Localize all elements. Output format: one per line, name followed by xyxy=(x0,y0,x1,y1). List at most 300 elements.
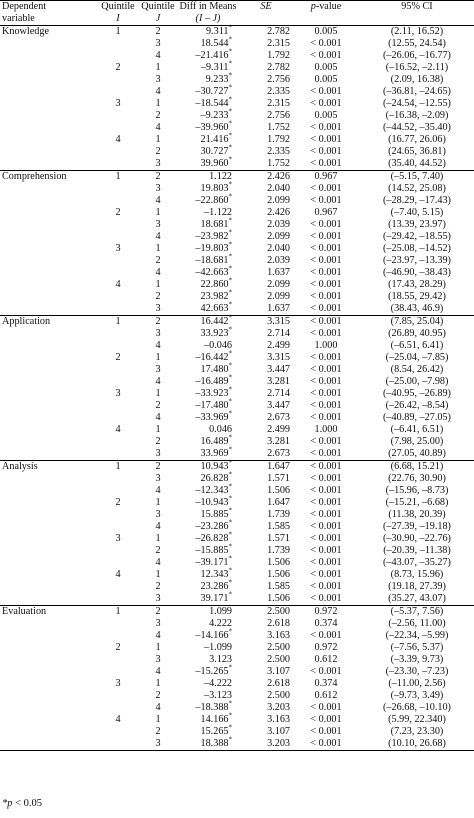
dependent-variable-cell xyxy=(0,400,98,412)
ci-cell: (–22.34, –5.99) xyxy=(385,630,449,641)
ci-cell: (24.65, 36.81) xyxy=(388,146,446,157)
quintile-j-cell: 2 xyxy=(155,581,161,592)
quintile-i-cell xyxy=(98,521,138,533)
p-value-cell: < 0.001 xyxy=(310,219,342,230)
diff-cell: –14.166* xyxy=(195,627,232,641)
table-row xyxy=(0,726,474,738)
ci-cell: (18.55, 29.42) xyxy=(388,291,446,302)
diff-cell: –30.727* xyxy=(195,83,232,97)
diff-cell: 18.544* xyxy=(200,35,232,49)
diff-cell: –33.969* xyxy=(195,409,232,423)
header-ci: 95% CI xyxy=(401,1,433,12)
quintile-i-cell xyxy=(98,364,138,376)
table-row xyxy=(0,521,474,533)
ci-cell: (13.39, 23.97) xyxy=(388,219,446,230)
dependent-variable-cell xyxy=(0,38,98,50)
quintile-i-cell xyxy=(98,267,138,279)
quintile-i-cell: 4 xyxy=(115,569,121,580)
se-cell: 3.315 xyxy=(238,316,294,329)
ci-cell: (–30.90, –22.76) xyxy=(383,533,451,544)
table-row xyxy=(0,98,474,110)
quintile-j-cell: 2 xyxy=(138,461,178,474)
ci-cell: (–5.15, 7.40) xyxy=(358,171,474,184)
diff-cell: –17.480* xyxy=(195,397,232,411)
table-row xyxy=(0,50,474,62)
p-value-cell: 0.967 xyxy=(294,171,358,184)
table-row xyxy=(0,279,474,291)
diff-cell: –9.311* xyxy=(200,59,232,73)
p-value-cell: < 0.001 xyxy=(310,122,342,133)
quintile-j-cell: 3 xyxy=(155,738,161,749)
se-cell: 3.203 xyxy=(267,702,290,713)
quintile-i-cell: 3 xyxy=(115,98,121,109)
ci-cell: (–16.52, –2.11) xyxy=(385,62,449,73)
table-row xyxy=(0,412,474,424)
dependent-variable-cell xyxy=(0,98,98,110)
diff-cell: –0.046 xyxy=(203,340,232,351)
table-row xyxy=(0,702,474,714)
table-row xyxy=(0,134,474,146)
quintile-j-cell: 4 xyxy=(155,340,161,351)
table-row xyxy=(0,171,474,184)
ci-cell: (5.99, 22.340) xyxy=(388,714,446,725)
diff-cell: 23.982* xyxy=(200,288,232,302)
p-value-cell: < 0.001 xyxy=(310,497,342,508)
dependent-variable-cell xyxy=(0,364,98,376)
diff-cell: 12.343* xyxy=(200,566,232,580)
p-value-cell: < 0.001 xyxy=(310,714,342,725)
quintile-i-cell xyxy=(98,473,138,485)
se-cell: 2.714 xyxy=(267,328,290,339)
header-diff-line2: (I – J) xyxy=(195,13,221,24)
quintile-j-cell: 3 xyxy=(155,618,161,629)
p-value-cell: < 0.001 xyxy=(310,666,342,677)
ci-cell: (19.18, 27.39) xyxy=(388,581,446,592)
se-cell: 1.739 xyxy=(267,509,290,520)
table-row xyxy=(0,243,474,255)
diff-cell: 30.727* xyxy=(200,143,232,157)
p-value-cell: < 0.001 xyxy=(310,436,342,447)
table-row xyxy=(0,219,474,231)
dependent-variable-cell xyxy=(0,231,98,243)
diff-cell: 16.442* xyxy=(178,316,238,329)
se-cell: 2.426 xyxy=(267,207,290,218)
quintile-i-cell xyxy=(98,328,138,340)
p-value-cell: < 0.001 xyxy=(310,50,342,61)
table-row xyxy=(0,738,474,751)
table-row xyxy=(0,642,474,654)
p-value-cell: 0.972 xyxy=(314,642,338,653)
table-row xyxy=(0,618,474,630)
quintile-j-cell: 4 xyxy=(155,666,161,677)
table-row xyxy=(0,303,474,316)
se-cell: 2.500 xyxy=(267,654,290,665)
header-row-2 xyxy=(0,13,474,26)
ci-cell: (22.76, 30.90) xyxy=(388,473,446,484)
dependent-variable-cell xyxy=(0,243,98,255)
quintile-j-cell: 3 xyxy=(155,364,161,375)
quintile-i-cell: 1 xyxy=(98,316,138,329)
ci-cell: (–6.51, 6.41) xyxy=(390,340,444,351)
quintile-i-cell xyxy=(98,448,138,461)
se-cell: 2.099 xyxy=(267,231,290,242)
ci-cell: (8.54, 26.42) xyxy=(390,364,444,375)
quintile-i-cell xyxy=(98,303,138,316)
quintile-i-cell: 3 xyxy=(115,533,121,544)
ci-cell: (16.77, 26.06) xyxy=(388,134,446,145)
quintile-i-cell: 2 xyxy=(115,62,121,73)
diff-cell: 26.828* xyxy=(200,470,232,484)
p-value-cell: < 0.001 xyxy=(310,569,342,580)
header-p-value: p-value xyxy=(310,1,342,12)
p-value-cell: 0.967 xyxy=(314,207,338,218)
ci-cell: (14.52, 25.08) xyxy=(388,183,446,194)
table-row xyxy=(0,364,474,376)
quintile-j-cell: 4 xyxy=(155,231,161,242)
se-cell: 1.752 xyxy=(267,158,290,169)
table-row xyxy=(0,714,474,726)
table-row xyxy=(0,485,474,497)
ci-cell: (26.89, 40.95) xyxy=(388,328,446,339)
se-cell: 3.447 xyxy=(267,400,290,411)
ci-cell: (38.43, 46.9) xyxy=(390,303,444,314)
quintile-i-cell: 4 xyxy=(115,134,121,145)
dependent-variable-cell xyxy=(0,545,98,557)
quintile-i-cell xyxy=(98,738,138,751)
dependent-variable-cell xyxy=(0,726,98,738)
dependent-variable-cell xyxy=(0,183,98,195)
se-cell: 2.099 xyxy=(267,195,290,206)
ci-cell: (35.27, 43.07) xyxy=(388,593,446,604)
table-row xyxy=(0,352,474,364)
table-row xyxy=(0,678,474,690)
diff-cell: 0.046 xyxy=(209,424,232,435)
diff-cell: –18.388* xyxy=(195,699,232,713)
dependent-variable-cell xyxy=(0,533,98,545)
quintile-j-cell: 2 xyxy=(155,545,161,556)
ci-cell: (11.38, 20.39) xyxy=(388,509,446,520)
quintile-j-cell: 1 xyxy=(155,497,161,508)
p-value-cell: < 0.001 xyxy=(310,364,342,375)
quintile-j-cell: 4 xyxy=(155,630,161,641)
diff-cell: –16.442* xyxy=(195,349,232,363)
table-row xyxy=(0,195,474,207)
p-value-cell: < 0.001 xyxy=(310,593,342,604)
p-value-cell: < 0.001 xyxy=(310,243,342,254)
dependent-variable-cell xyxy=(0,738,98,751)
p-value-cell: 0.005 xyxy=(314,74,338,85)
quintile-j-cell: 4 xyxy=(155,267,161,278)
dependent-variable-cell xyxy=(0,376,98,388)
quintile-j-cell: 3 xyxy=(155,158,161,169)
quintile-j-cell: 1 xyxy=(155,714,161,725)
diff-cell: –12.343* xyxy=(195,482,232,496)
p-value-cell: < 0.001 xyxy=(310,388,342,399)
se-cell: 2.499 xyxy=(267,424,290,435)
p-value-cell: < 0.001 xyxy=(310,738,342,749)
diff-cell: –26.828* xyxy=(195,530,232,544)
ci-cell: (–24.54, –12.55) xyxy=(383,98,451,109)
se-cell: 3.203 xyxy=(267,738,290,749)
quintile-j-cell: 1 xyxy=(155,569,161,580)
table-row xyxy=(0,158,474,171)
p-value-cell: 0.005 xyxy=(314,26,338,37)
quintile-i-cell xyxy=(98,557,138,569)
quintile-i-cell xyxy=(98,690,138,702)
dependent-variable-cell xyxy=(0,219,98,231)
dependent-variable-cell xyxy=(0,303,98,316)
dependent-variable-cell xyxy=(0,714,98,726)
ci-cell: (2.11, 16.52) xyxy=(390,26,444,37)
table-row xyxy=(0,509,474,521)
table-row xyxy=(0,666,474,678)
se-cell: 2.500 xyxy=(238,606,294,619)
quintile-j-cell: 3 xyxy=(155,219,161,230)
quintile-j-cell: 2 xyxy=(155,726,161,737)
diff-cell: 1.122 xyxy=(178,171,238,184)
ci-cell: (–20.39, –11.38) xyxy=(383,545,451,556)
quintile-i-cell: 2 xyxy=(115,642,121,653)
dependent-variable-cell: Application xyxy=(0,316,98,329)
header-quintile-i-line1: Quintile xyxy=(101,1,135,12)
table-row xyxy=(0,545,474,557)
dependent-variable-cell xyxy=(0,74,98,86)
p-value-cell: < 0.001 xyxy=(310,328,342,339)
table-body xyxy=(0,23,474,751)
dependent-variable-cell xyxy=(0,581,98,593)
quintile-j-cell: 3 xyxy=(155,183,161,194)
p-value-cell: 0.374 xyxy=(314,678,338,689)
table-row xyxy=(0,593,474,606)
se-cell: 2.315 xyxy=(267,98,290,109)
quintile-i-cell: 4 xyxy=(115,714,121,725)
p-value-cell: < 0.001 xyxy=(310,702,342,713)
diff-cell: –18.681* xyxy=(195,252,232,266)
p-value-cell: < 0.001 xyxy=(310,146,342,157)
se-cell: 3.281 xyxy=(267,376,290,387)
table-row xyxy=(0,569,474,581)
table-row xyxy=(0,62,474,74)
dependent-variable-cell xyxy=(0,569,98,581)
dependent-variable-cell xyxy=(0,122,98,134)
se-cell: 2.499 xyxy=(267,340,290,351)
ci-cell: (17.43, 28.29) xyxy=(388,279,446,290)
table-row xyxy=(0,340,474,352)
se-cell: 2.756 xyxy=(267,110,290,121)
quintile-j-cell: 4 xyxy=(155,376,161,387)
diff-cell: 33.923* xyxy=(200,325,232,339)
p-value-cell: < 0.001 xyxy=(310,448,342,459)
ci-cell: (–11.00, 2.56) xyxy=(388,678,446,689)
quintile-j-cell: 2 xyxy=(155,436,161,447)
diff-cell: –1.122 xyxy=(203,207,232,218)
ci-cell: (8.73, 15.96) xyxy=(390,569,444,580)
table-row xyxy=(0,146,474,158)
dependent-variable-cell xyxy=(0,521,98,533)
table-row xyxy=(0,424,474,436)
header-quintile-j-line1: Quintile xyxy=(141,1,175,12)
dependent-variable-cell xyxy=(0,485,98,497)
p-value-cell: 0.374 xyxy=(314,618,338,629)
ci-cell: (–25.08, –14.52) xyxy=(383,243,451,254)
diff-cell: 22.860* xyxy=(200,276,232,290)
se-cell: 2.099 xyxy=(267,291,290,302)
quintile-j-cell: 4 xyxy=(155,122,161,133)
dependent-variable-cell xyxy=(0,690,98,702)
quintile-i-cell xyxy=(98,666,138,678)
p-value-cell: < 0.001 xyxy=(310,231,342,242)
ci-cell: (–15.96, –8.73) xyxy=(385,485,449,496)
quintile-i-cell: 1 xyxy=(98,171,138,184)
p-value-cell: < 0.001 xyxy=(310,521,342,532)
diff-cell: 10.943* xyxy=(178,461,238,474)
table-row xyxy=(0,581,474,593)
table-row xyxy=(0,267,474,279)
quintile-i-cell xyxy=(98,618,138,630)
p-value-cell: < 0.001 xyxy=(310,303,342,314)
diff-cell: 16.489* xyxy=(200,433,232,447)
quintile-i-cell xyxy=(98,376,138,388)
quintile-i-cell xyxy=(98,122,138,134)
diff-cell: –15.265* xyxy=(195,663,232,677)
dependent-variable-cell: Comprehension xyxy=(0,171,98,184)
quintile-i-cell xyxy=(98,702,138,714)
p-value-cell: < 0.001 xyxy=(310,279,342,290)
quintile-i-cell xyxy=(98,158,138,171)
ci-cell: (–6.41, 6.51) xyxy=(390,424,444,435)
diff-cell: 18.388* xyxy=(200,735,232,749)
p-value-cell: 0.612 xyxy=(314,654,338,665)
table-row xyxy=(0,316,474,329)
ci-cell: (7.85, 25.04) xyxy=(358,316,474,329)
dependent-variable-cell xyxy=(0,593,98,606)
se-cell: 3.281 xyxy=(267,436,290,447)
table-row xyxy=(0,654,474,666)
ci-cell: (–26.68, –10.10) xyxy=(383,702,451,713)
quintile-i-cell xyxy=(98,183,138,195)
se-cell: 2.099 xyxy=(267,279,290,290)
ci-cell: (–36.81, –24.65) xyxy=(383,86,451,97)
p-value-cell: < 0.001 xyxy=(310,400,342,411)
ci-cell: (–16.38, –2.09) xyxy=(385,110,449,121)
table-row xyxy=(0,26,474,39)
header-diff-line1: Diff in Means xyxy=(179,1,237,12)
dependent-variable-cell xyxy=(0,448,98,461)
quintile-j-cell: 1 xyxy=(155,62,161,73)
p-value-cell: < 0.001 xyxy=(310,630,342,641)
diff-cell: 3.123 xyxy=(209,654,232,665)
diff-cell: –9.233* xyxy=(200,107,232,121)
quintile-i-cell xyxy=(98,74,138,86)
diff-cell: –4.222 xyxy=(203,678,232,689)
ci-cell: (7.98, 25.00) xyxy=(390,436,444,447)
table-row xyxy=(0,497,474,509)
dependent-variable-cell xyxy=(0,424,98,436)
dependent-variable-cell xyxy=(0,473,98,485)
dependent-variable-cell xyxy=(0,388,98,400)
se-cell: 1.585 xyxy=(267,521,290,532)
se-cell: 3.447 xyxy=(267,364,290,375)
table-row xyxy=(0,291,474,303)
se-cell: 1.647 xyxy=(267,497,290,508)
se-cell: 1.647 xyxy=(238,461,294,474)
quintile-j-cell: 1 xyxy=(155,134,161,145)
se-cell: 3.107 xyxy=(267,726,290,737)
table-row xyxy=(0,606,474,619)
table-row xyxy=(0,400,474,412)
quintile-j-cell: 3 xyxy=(155,303,161,314)
quintile-j-cell: 1 xyxy=(155,207,161,218)
p-value-cell: < 0.001 xyxy=(310,195,342,206)
diff-cell: 39.171* xyxy=(200,590,232,604)
p-value-cell: 1.000 xyxy=(314,340,338,351)
quintile-j-cell: 2 xyxy=(155,400,161,411)
quintile-i-cell: 3 xyxy=(115,678,121,689)
p-value-cell: 0.005 xyxy=(314,62,338,73)
ci-cell: (–15.21, –6.68) xyxy=(385,497,449,508)
diff-cell: –19.803* xyxy=(195,240,232,254)
header-quintile-i-line2: I xyxy=(116,13,120,24)
quintile-j-cell: 2 xyxy=(155,110,161,121)
dependent-variable-cell xyxy=(0,618,98,630)
diff-cell: 1.099 xyxy=(178,606,238,619)
p-value-cell: < 0.001 xyxy=(310,533,342,544)
p-value-cell: < 0.001 xyxy=(310,183,342,194)
header-se: SE xyxy=(260,1,272,12)
quintile-i-cell xyxy=(98,485,138,497)
dependent-variable-cell xyxy=(0,146,98,158)
dependent-variable-cell xyxy=(0,195,98,207)
quintile-i-cell xyxy=(98,581,138,593)
se-cell: 1.637 xyxy=(267,303,290,314)
se-cell: 1.571 xyxy=(267,533,290,544)
se-cell: 2.315 xyxy=(267,38,290,49)
diff-cell: –23.982* xyxy=(195,228,232,242)
se-cell: 1.792 xyxy=(267,134,290,145)
quintile-i-cell xyxy=(98,219,138,231)
dependent-variable-cell: Evaluation xyxy=(0,606,98,619)
table-row xyxy=(0,231,474,243)
se-cell: 3.107 xyxy=(267,666,290,677)
quintile-j-cell: 4 xyxy=(155,412,161,423)
quintile-j-cell: 2 xyxy=(155,26,161,37)
p-value-cell: 1.000 xyxy=(314,424,338,435)
quintile-j-cell: 3 xyxy=(155,328,161,339)
p-value-cell: < 0.001 xyxy=(310,581,342,592)
diff-cell: –23.286* xyxy=(195,518,232,532)
dependent-variable-cell xyxy=(0,158,98,171)
ci-cell: (–2.56, 11.00) xyxy=(388,618,446,629)
ci-cell: (–7.40, 5.15) xyxy=(390,207,444,218)
p-value-cell: < 0.001 xyxy=(310,557,342,568)
quintile-i-cell xyxy=(98,654,138,666)
ci-cell: (–7.56, 5.37) xyxy=(390,642,444,653)
se-cell: 2.040 xyxy=(267,183,290,194)
dependent-variable-cell xyxy=(0,267,98,279)
ci-cell: (–29.42, –18.55) xyxy=(383,231,451,242)
ci-cell: (35.40, 44.52) xyxy=(388,158,446,169)
se-cell: 2.714 xyxy=(267,388,290,399)
se-cell: 1.739 xyxy=(267,545,290,556)
se-cell: 2.756 xyxy=(267,74,290,85)
header-row-1 xyxy=(0,1,474,14)
diff-cell: 21.416* xyxy=(200,131,232,145)
footnote-text: < 0.05 xyxy=(12,798,43,809)
quintile-j-cell: 2 xyxy=(138,171,178,184)
ci-cell: (–26.06, –16.77) xyxy=(383,50,451,61)
quintile-i-cell: 2 xyxy=(115,352,121,363)
quintile-j-cell: 1 xyxy=(155,642,161,653)
